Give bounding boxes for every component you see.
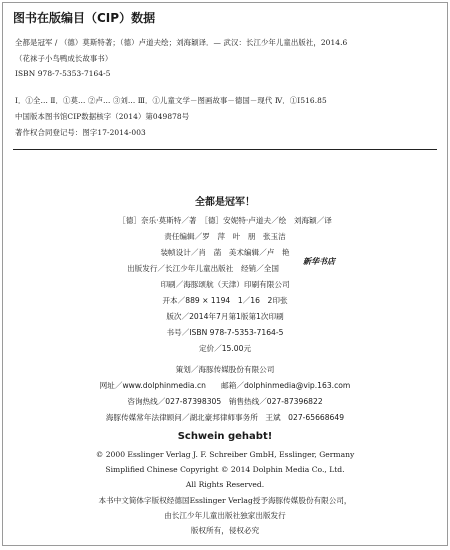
copyright-page (2, 2, 448, 546)
contact-web: 网址／www.dolphinmedia.cn 邮箱／dolphinmedia@vip.163.com (99, 381, 351, 390)
original-copyright: © 2000 Esslinger Verlag J. F. Schreiber GmbH, Esslinger, Germany (95, 450, 355, 459)
cip-line-data-number: 中国版本图书馆CIP数据核字（2014）第049878号 (15, 112, 190, 121)
credits-edition: 版次／2014年7月第1版第1次印刷 (166, 312, 284, 321)
contact-phones: 咨询热线／027-87398305 销售热线／027-87396822 (127, 397, 323, 406)
cip-line-isbn: ISBN 978-7-5353-7164-5 (15, 69, 111, 78)
cip-line-series: （花袜子小鸟鸭成长故事书） (15, 54, 113, 63)
original-title: Schwein gehabt! (177, 431, 273, 442)
distribution-statement: 由长江少年儿童出版社独家出版发行 (164, 511, 286, 520)
piracy-warning: 版权所有，侵权必究 (190, 526, 260, 535)
credits-price: 定价／15.00元 (198, 344, 252, 353)
license-statement: 本书中文简体字版权经德国Esslinger Verlag授予海豚传媒股份有限公司， (98, 496, 352, 505)
credits-design: 装帧设计／肖 菡 美术编辑／卢 艳 (160, 248, 290, 257)
credits-authors: ［德］奈乐·莫斯特／著 ［德］安妮特·卢道夫／绘 刘海颖／译 (118, 216, 332, 225)
credits-publisher: 出版发行／长江少年儿童出版社 经销／全国 (127, 264, 279, 273)
cip-line-catalog: 全都是冠军 / （德）莫斯特著；（德）卢道夫绘；刘海颖译．— 武汉：长江少年儿童出版社，2014.6 (15, 38, 348, 47)
credits-editor: 责任编辑／罗 萍 叶 朋 张玉洁 (164, 232, 286, 241)
credits-format: 开本／889 × 1194 1／16 2印张 (162, 296, 288, 305)
rights-reserved: All Rights Reserved. (185, 480, 265, 489)
book-title: 全都是冠军！ (195, 197, 255, 208)
chinese-copyright: Simplified Chinese Copyright © 2014 Dolphin Media Co., Ltd. (105, 465, 345, 474)
credits-isbn: 书号／ISBN 978-7-5353-7164-5 (166, 328, 284, 337)
contact-legal: 海豚传媒常年法律顾问／湖北豪邦律师事务所 王斌 027-65668649 (105, 413, 345, 422)
contact-planning: 策划／海豚传媒股份有限公司 (175, 365, 275, 374)
xinhua-bookstore-seal: 新华书店 (303, 256, 335, 266)
cip-divider (13, 149, 437, 150)
cip-line-contract: 著作权合同登记号：图字17-2014-003 (15, 128, 146, 137)
cip-line-classification: Ⅰ．①全… Ⅱ．①莫… ②卢… ③刘… Ⅲ．①儿童文学－图画故事－德国－现代 Ⅳ．①I516.85 (15, 96, 327, 105)
credits-printer: 印刷／海豚颂航（天津）印刷有限公司 (160, 280, 290, 289)
cip-heading: 图书在版编目（CIP）数据 (13, 11, 156, 25)
